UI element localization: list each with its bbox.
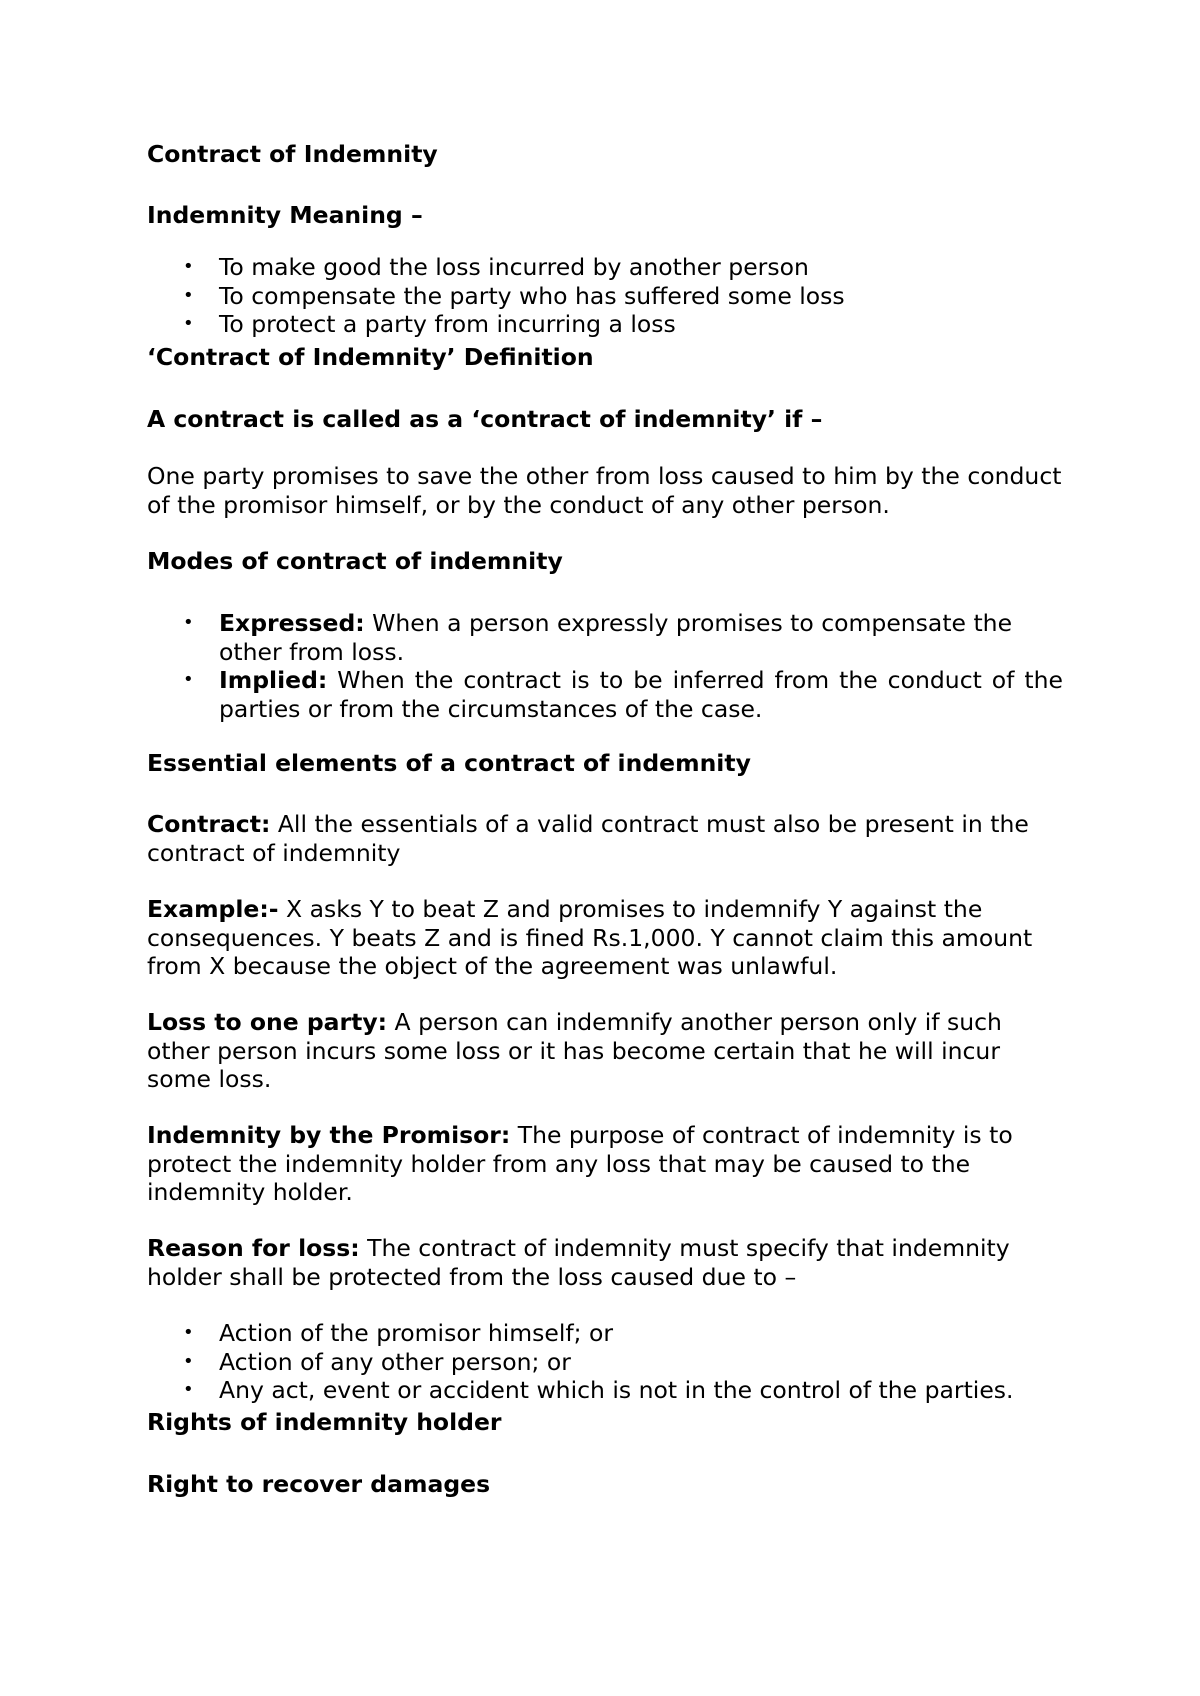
rights-subheading: Right to recover damages — [147, 1470, 491, 1498]
meaning-heading: Indemnity Meaning – — [147, 201, 423, 229]
element-text: X asks Y to beat Z and promises to indemnify Y against the consequences. Y beats Z and is fined Rs.1,000. Y cannot claim this amount from X because the object of the agreement was unlawful. — [147, 895, 1033, 980]
element-term: Indemnity by the Promisor: — [147, 1121, 511, 1149]
mode-term: Implied: — [219, 666, 328, 694]
list-item: • To protect a party from incurring a loss — [147, 310, 1063, 339]
element-loss — [147, 1008, 1063, 1094]
list-item — [147, 609, 1063, 666]
element-promisor — [147, 1121, 1063, 1207]
list-item — [147, 666, 1063, 723]
modes-list — [147, 609, 1063, 723]
document-title: Contract of Indemnity — [147, 140, 438, 168]
rights-heading: Rights of indemnity holder — [147, 1408, 502, 1436]
meaning-list — [147, 253, 1063, 339]
element-example — [147, 895, 1063, 981]
element-term: Example:- — [147, 895, 279, 923]
list-item: • Action of any other person; or — [147, 1348, 1063, 1377]
definition-heading: ‘Contract of Indemnity’ Definition — [147, 343, 594, 371]
element-term: Loss to one party: — [147, 1008, 388, 1036]
mode-text: When the contract is to be inferred from the conduct of the parties or from the circumstances of the case. — [219, 666, 1063, 723]
modes-heading: Modes of contract of indemnity — [147, 547, 563, 575]
mode-term: Expressed: — [219, 609, 365, 637]
reason-list — [147, 1319, 1063, 1405]
definition-text: One party promises to save the other from loss caused to him by the conduct of the promisor himself, or by the conduct of any other person. — [147, 462, 1062, 519]
element-text: The contract of indemnity must specify that indemnity holder shall be protected from the loss caused due to – — [147, 1234, 1010, 1291]
elements-heading: Essential elements of a contract of indemnity — [147, 749, 751, 777]
list-item: • To compensate the party who has suffered some loss — [147, 282, 1063, 311]
element-text: A person can indemnify another person only if such other person incurs some loss or it has become certain that he will incur some loss. — [147, 1008, 1002, 1093]
definition-subheading: A contract is called as a ‘contract of indemnity’ if – — [147, 405, 823, 433]
element-contract — [147, 810, 1063, 867]
element-term: Reason for loss: — [147, 1234, 360, 1262]
list-item: • Any act, event or accident which is not in the control of the parties. — [147, 1376, 1063, 1405]
list-item: • Action of the promisor himself; or — [147, 1319, 1063, 1348]
element-term: Contract: — [147, 810, 271, 838]
element-text: The purpose of contract of indemnity is to protect the indemnity holder from any loss that may be caused to the indemnity holder. — [147, 1121, 1013, 1206]
element-text: All the essentials of a valid contract must also be present in the contract of indemnity — [147, 810, 1029, 867]
list-item: • To make good the loss incurred by another person — [147, 253, 1063, 282]
mode-text: When a person expressly promises to compensate the other from loss. — [219, 609, 1013, 666]
element-reason — [147, 1234, 1063, 1291]
